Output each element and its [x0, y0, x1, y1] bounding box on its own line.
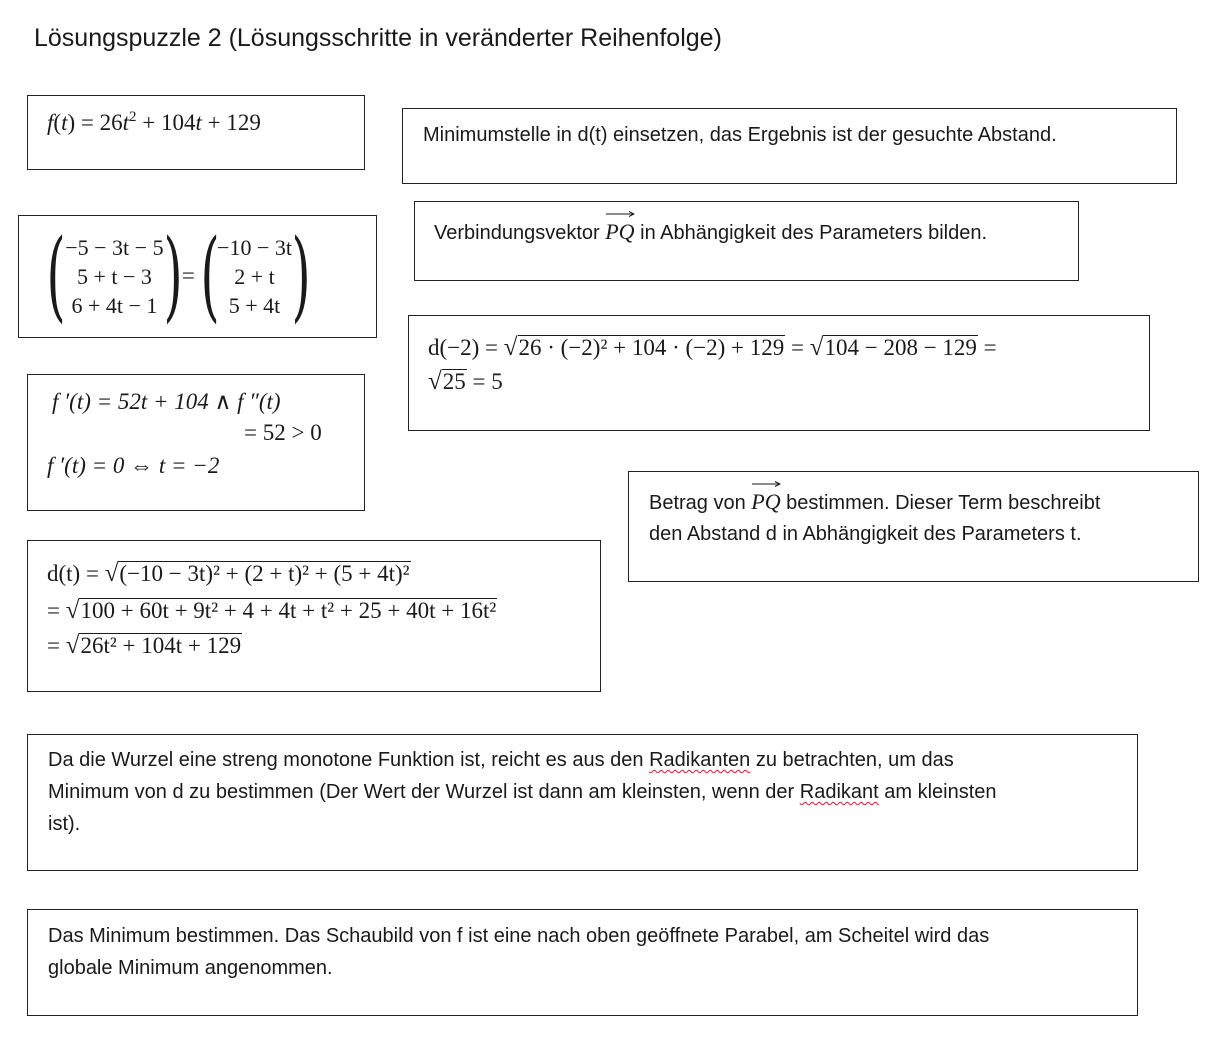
f-function-formula: $f(t) = 26t^2 + 104t + 129$: [47, 109, 261, 135]
wurzel-text: [48, 744, 1128, 840]
derivative-line1: f ′(t) = 52t + 104 ∧ f ″(t): [52, 389, 281, 414]
vector-equation: [37, 219, 320, 333]
minimum-line2: globale Minimum angenommen.: [48, 957, 333, 979]
vector-left-row: −5 − 3t − 5: [65, 234, 164, 260]
puzzle-card-derivatives: [27, 374, 365, 511]
puzzle-card-distance-function: [27, 540, 601, 692]
puzzle-card-betrag: [628, 471, 1199, 582]
puzzle-card-d-evaluation: [408, 315, 1150, 431]
spellcheck-word: Radikanten: [649, 749, 751, 771]
wurzel-line3: ist).: [48, 813, 81, 835]
page-title: Lösungspuzzle 2 (Lösungsschritte in veränderter Reihenfolge): [34, 24, 722, 52]
wurzel-line2: Minimum von d zu bestimmen (Der Wert der Wurzel ist dann am kleinsten, wenn der Radikant am kleinsten: [48, 781, 997, 803]
minimum-line1: Das Minimum bestimmen. Das Schaubild von f ist eine nach oben geöffnete Parabel, am Scheitel wird das: [48, 925, 990, 947]
vector-pq: PQ: [751, 486, 780, 518]
vector-right-row: 2 + t: [234, 263, 275, 289]
derivative-line2: = 52 > 0: [244, 420, 322, 445]
vector-left-row: 6 + 4t − 1: [71, 292, 158, 318]
puzzle-card-minimumstelle: [402, 108, 1177, 184]
left-paren-icon: (: [46, 219, 66, 333]
puzzle-card-f-function: [27, 95, 365, 170]
vector-pq: PQ: [605, 216, 634, 248]
betrag-text-line1: Betrag von PQ bestimmen. Dieser Term beschreibt: [649, 486, 1100, 519]
vector-arrow-icon: [751, 481, 781, 487]
puzzle-card-minimum: [27, 909, 1138, 1016]
puzzle-card-verbindungsvektor: [414, 201, 1079, 281]
puzzle-card-vector-matrix: [18, 215, 377, 338]
left-paren-icon: (: [200, 219, 220, 333]
minimumstelle-text: Minimumstelle in d(t) einsetzen, das Ergebnis ist der gesuchte Abstand.: [423, 124, 1057, 146]
derivative-line3: f ′(t) = 0 ⇔ t = −2: [47, 453, 220, 478]
vector-arrow-icon: [605, 211, 635, 217]
d-evaluation-line1: d(−2) = √26 · (−2)² + 104 · (−2) + 129 = √104 − 208 − 129 =: [428, 334, 997, 361]
vector-left-row: 5 + t − 3: [76, 263, 152, 289]
distance-line2: = √100 + 60t + 9t² + 4 + 4t + t² + 25 + 40t + 16t²: [47, 597, 497, 624]
verbindungsvektor-text: Verbindungsvektor PQ in Abhängigkeit des Parameters bilden.: [434, 216, 987, 249]
vector-right-row: 5 + 4t: [228, 292, 281, 318]
vector-right: [215, 233, 294, 320]
distance-line3: = √26t² + 104t + 129: [47, 632, 242, 659]
spellcheck-word: Radikant: [799, 781, 879, 803]
vector-right-row: −10 − 3t: [217, 234, 292, 260]
betrag-text-line2: den Abstand d in Abhängigkeit des Parameters t.: [649, 523, 1082, 545]
d-evaluation-line2: √25 = 5: [428, 368, 503, 395]
right-paren-icon: ): [163, 219, 183, 333]
wurzel-line1: Da die Wurzel eine streng monotone Funktion ist, reicht es aus den Radikanten zu betrachten, um das: [48, 749, 954, 771]
vector-left: [63, 233, 165, 320]
distance-line1: d(t) = √(−10 − 3t)² + (2 + t)² + (5 + 4t)²: [47, 560, 410, 587]
equals-sign: =: [181, 263, 195, 288]
puzzle-card-wurzel: [27, 734, 1138, 871]
right-paren-icon: ): [291, 219, 311, 333]
